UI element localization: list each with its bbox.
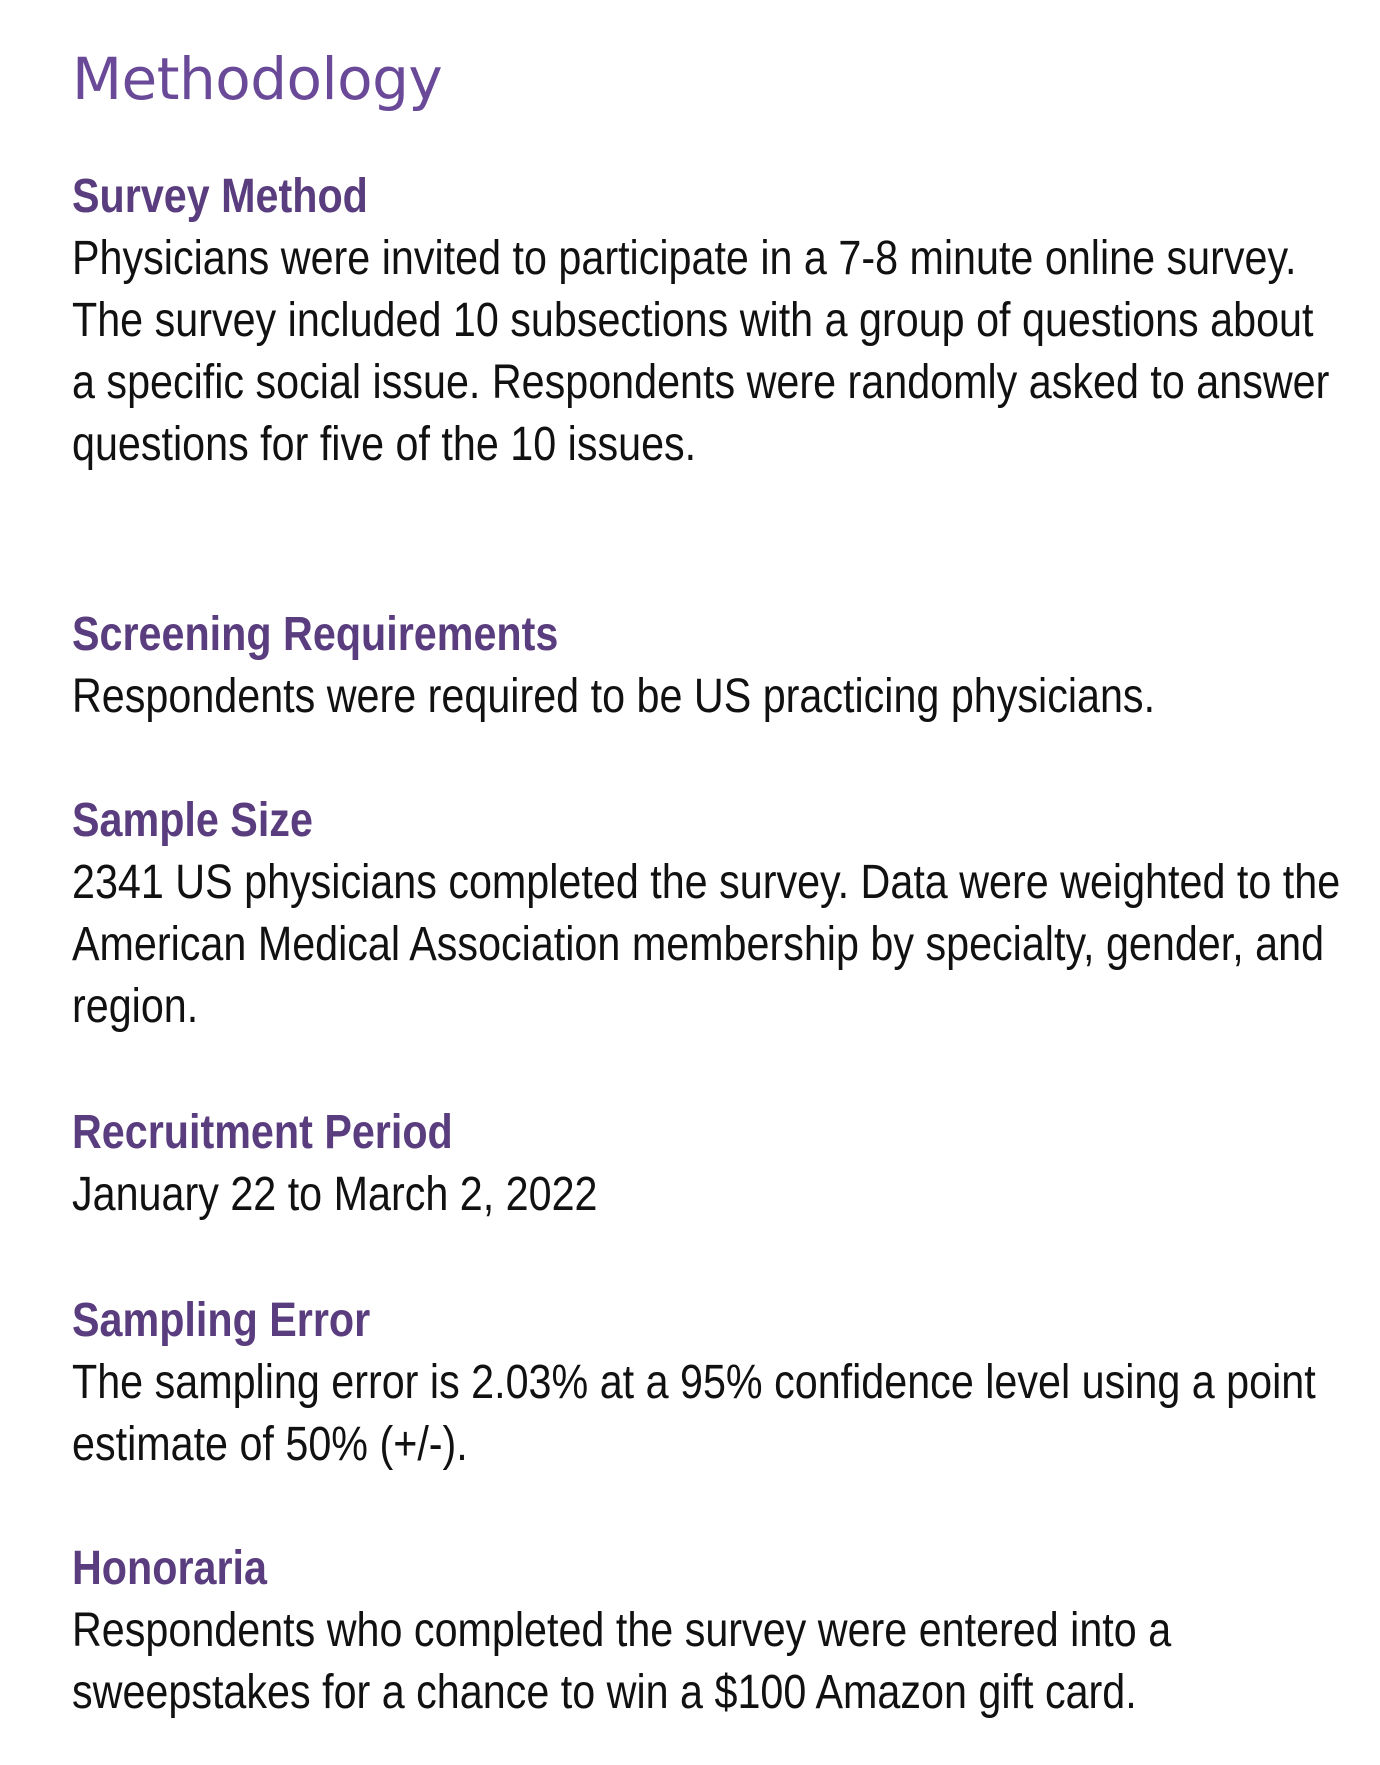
section-survey-method — [72, 166, 1380, 476]
section-heading-sampling-error: Sampling Error — [72, 1294, 371, 1347]
methodology-page — [72, 0, 1341, 1719]
section-heading-survey-method: Survey Method — [72, 170, 368, 223]
section-heading-screening-requirements: Screening Requirements — [72, 608, 559, 661]
section-body-screening-requirements: Respondents were required to be US practicing physicians. — [72, 670, 1156, 723]
section-sample-size — [72, 790, 1380, 1038]
section-body-survey-method: Physicians were invited to participate in a 7-8 minute online survey. The survey included 10 subsections with a group of questions about a specific social issue. Respondents were randomly asked to answer questions for five of the 10 issues. — [72, 232, 1330, 471]
section-recruitment-period — [72, 1102, 1380, 1226]
section-heading-sample-size: Sample Size — [72, 794, 313, 847]
section-body-honoraria: Respondents who completed the survey were entered into a sweepstakes for a chance to win a $100 Amazon gift card. — [72, 1604, 1172, 1719]
section-screening-requirements — [72, 604, 1380, 728]
section-sampling-error — [72, 1290, 1380, 1476]
section-heading-recruitment-period: Recruitment Period — [72, 1106, 453, 1159]
page-title: Methodology — [72, 45, 443, 113]
section-body-sampling-error: The sampling error is 2.03% at a 95% confidence level using a point estimate of 50% (+/-). — [72, 1356, 1316, 1471]
section-body-recruitment-period: January 22 to March 2, 2022 — [72, 1168, 598, 1221]
section-body-sample-size: 2341 US physicians completed the survey. Data were weighted to the American Medical Association membership by specialty, gender, and region. — [72, 856, 1341, 1033]
section-heading-honoraria: Honoraria — [72, 1542, 267, 1595]
section-honoraria — [72, 1538, 1380, 1724]
